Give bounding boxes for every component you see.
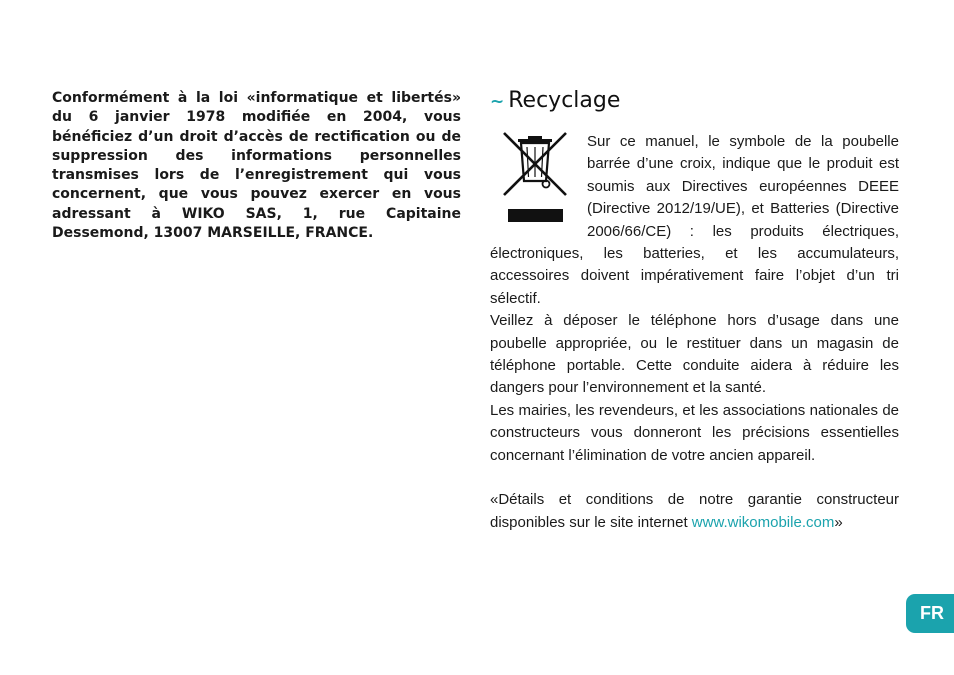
section-heading bbox=[490, 86, 899, 116]
wiko-website-link[interactable]: www.wikomobile.com bbox=[691, 513, 835, 531]
recycling-body bbox=[490, 131, 899, 534]
recycling-paragraph: Veillez à déposer le téléphone hors d’usage dans une poubelle appropriée, ou le restituer dans un magasin de téléphone portable. Cette conduite aidera à réduire les dangers pour l’environnement et la santé. bbox=[490, 312, 899, 397]
recycling-paragraph: Les mairies, les revendeurs, et les associations nationales de constructeurs vous donneront les précisions essentielles concernant l’élimination de votre ancien appareil. bbox=[490, 401, 899, 464]
recycling-section bbox=[490, 86, 899, 534]
warranty-note: «Détails et conditions de notre garantie constructeur disponibles sur le site internet www.wikomobile.com» bbox=[490, 491, 899, 531]
heading-text: Recyclage bbox=[508, 88, 621, 113]
recycling-paragraph: Sur ce manuel, le symbole de la poubelle barrée d’une croix, indique que le produit est soumis aux Directives européennes DEEE (Directive 2012/19/UE), et Batteries (Directive 2006/66/CE) : les produits électriques, électroniques, les batteries, et les accumulateurs, accessoires doivent impérativement faire l’objet d’un tri sélectif. bbox=[490, 133, 899, 307]
privacy-notice: Conformément à la loi «informatique et libertés» du 6 janvier 1978 modifiée en 2004, vous bénéficiez d’un droit d’accès de rectification ou de suppression des informations personnelles transmises lors de l’enregistrement qui vous concernent, que vous pouvez exercer en vous adressant à WIKO SAS, 1, rue Capitaine Dessemond, 13007 MARSEILLE, FRANCE. bbox=[52, 90, 461, 242]
language-tab: FR bbox=[906, 594, 954, 633]
crossed-bin-icon bbox=[490, 131, 587, 225]
heading-tilde: ~ bbox=[490, 92, 505, 112]
